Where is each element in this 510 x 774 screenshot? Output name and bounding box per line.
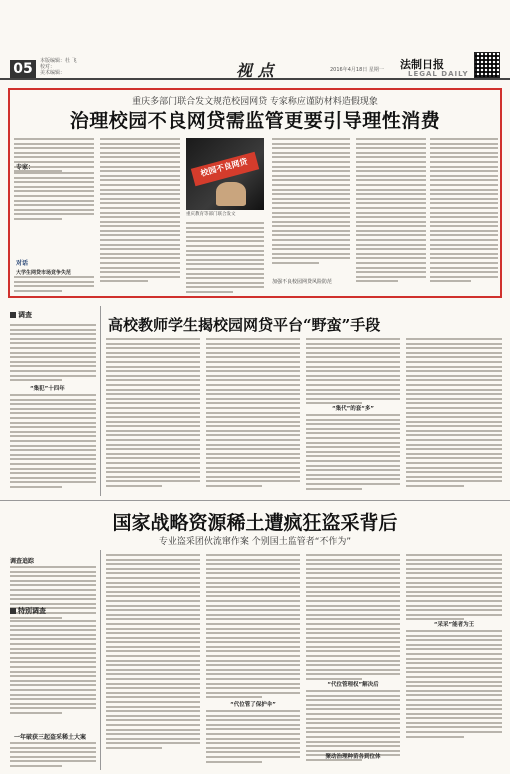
story3-col2 <box>106 554 200 752</box>
story3-col3b <box>206 710 300 765</box>
story3-left-text3 <box>10 742 96 770</box>
paper-english-name: LEGAL DAILY <box>408 70 469 78</box>
story3-headline[interactable]: 国家战略资源稀土遭疯狂盗采背后 <box>112 512 398 534</box>
section-title: 视 点 <box>236 61 274 80</box>
lead-subtitle: 重庆多部门联合发文规范校园网贷 专家称应谨防材料造假现象 <box>132 97 378 107</box>
lead-footnote: 加强不良校园网贷风险防范 <box>272 279 333 285</box>
proof-line: 校对： <box>40 64 56 70</box>
story2-col4b <box>306 414 400 492</box>
tag-special: 特别调查 <box>10 606 46 616</box>
story2-left-text2 <box>10 394 96 490</box>
story2-mid-head: “集代”的套“多” <box>332 406 374 412</box>
lead-story[interactable] <box>8 88 502 298</box>
column-divider <box>100 306 101 496</box>
story3-bottom-left-head: 一年破获三起盗采稀土大案 <box>14 734 87 741</box>
sidebar-line: 大学生网贷市场竞争失范 <box>16 270 72 276</box>
lead-text-col5 <box>356 138 426 285</box>
hand-graphic <box>216 182 246 206</box>
issue-date: 2016年4月18日 星期一 <box>330 67 384 73</box>
story2-headline[interactable]: 高校教师学生揭校园网贷平台“野蛮”手段 <box>108 316 381 334</box>
story2-col3 <box>206 338 300 490</box>
lead-text-col1b <box>14 172 94 223</box>
lead-text-col2 <box>100 138 180 285</box>
story3-mid-head2: “代位管了保护伞” <box>230 702 276 708</box>
section-divider <box>0 500 510 501</box>
story3-col5 <box>406 554 502 623</box>
story2-col5 <box>406 338 502 490</box>
photo-caption: 重庆教育等部门联合发文 <box>186 212 236 217</box>
story3-right-head: “采采”能者为王 <box>433 622 475 628</box>
column-divider-2 <box>100 550 101 770</box>
tag-investigation: 调查 <box>10 310 32 320</box>
story3-left-text2 <box>10 620 96 716</box>
masthead <box>0 0 510 80</box>
story2-col4 <box>306 338 400 407</box>
story2-left-text <box>10 324 96 384</box>
editor-line: 本版编辑：杜 飞 <box>40 58 77 64</box>
lead-text-under-photo <box>186 222 264 296</box>
art-line: 美术编辑： <box>40 70 66 76</box>
lead-photo[interactable] <box>186 138 264 210</box>
qr-code-icon <box>474 52 500 78</box>
lead-text-col4 <box>272 138 350 267</box>
story3-col4 <box>306 554 400 683</box>
story3-left-head: 调查追踪 <box>10 558 35 565</box>
story3-right-head2: 聚动治理种苗各到位体 <box>325 754 381 760</box>
editor-info <box>40 58 190 76</box>
story2-side-head: “集犯”十四年 <box>30 386 65 392</box>
lead-text-col1c <box>14 276 94 294</box>
lead-text-col6 <box>430 138 498 285</box>
photo-card-text: 校园不良网贷 <box>199 156 249 179</box>
page-number: 05 <box>10 60 36 78</box>
story3-mid-head1: “代位管理权”解决后 <box>327 682 379 688</box>
story3-col5b <box>406 630 502 740</box>
sidebar-head: 对话 <box>16 260 29 267</box>
story3-col3 <box>206 554 300 701</box>
story3-subtitle: 专业盗采团伙流窜作案 个别国土监管者“不作为” <box>158 537 352 547</box>
story2-col2 <box>106 338 200 490</box>
lead-headline[interactable]: 治理校园不良网贷需监管更要引导理性消费 <box>69 110 441 132</box>
lead-side-label: 专家： <box>16 164 35 171</box>
paper-name: 法制日报 <box>400 58 444 71</box>
